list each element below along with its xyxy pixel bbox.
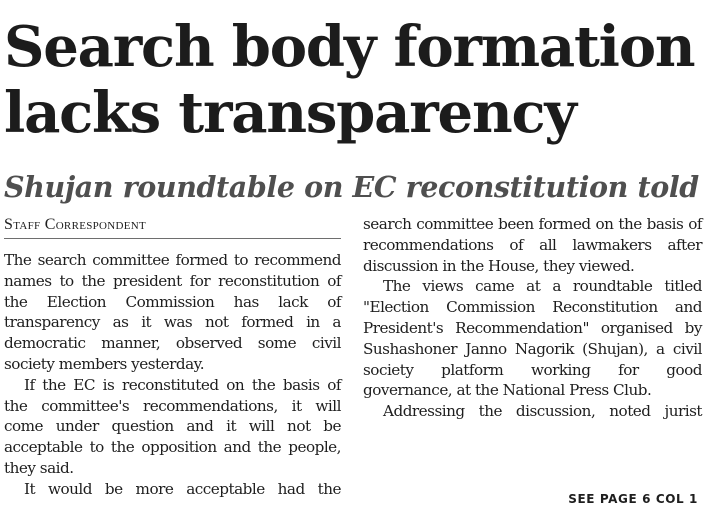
paragraph-3: It would be more acceptable had the	[24, 479, 341, 498]
article-column-left	[4, 214, 341, 500]
paragraph-5: Addressing the discussion, noted jurist	[383, 402, 702, 421]
byline: Staff Correspondent	[4, 214, 341, 239]
headline-line-1: Search body formation	[4, 14, 695, 80]
paragraph-4: The views came at a roundtable titled "Election Commission Reconstitution and President's Recommendation" organised by Sushashoner Janno Nagorik (Shujan), a civil society platform working for good governance, at the National Press Club.	[363, 277, 702, 400]
article-column-right	[363, 214, 702, 422]
paragraph-3-continued: search committee been formed on the basis of recommendations of all lawmakers after discussion in the House, they viewed.	[363, 215, 702, 275]
headline-line-2: lacks transparency	[4, 80, 576, 146]
paragraph-2: If the EC is reconstituted on the basis of the committee's recommendations, it will come under question and it will not be acceptable to the opposition and the people, they said.	[4, 375, 341, 477]
continuation-jump-link[interactable]: SEE PAGE 6 COL 1	[568, 492, 698, 506]
headline	[4, 14, 708, 146]
subheadline: Shujan roundtable on EC reconstitution told	[4, 170, 699, 204]
paragraph-1: The search committee formed to recommend names to the president for reconstitution of the Election Commission has lack of transparency as it was not formed in a democratic manner, observed some civil society members yesterday.	[4, 251, 341, 373]
